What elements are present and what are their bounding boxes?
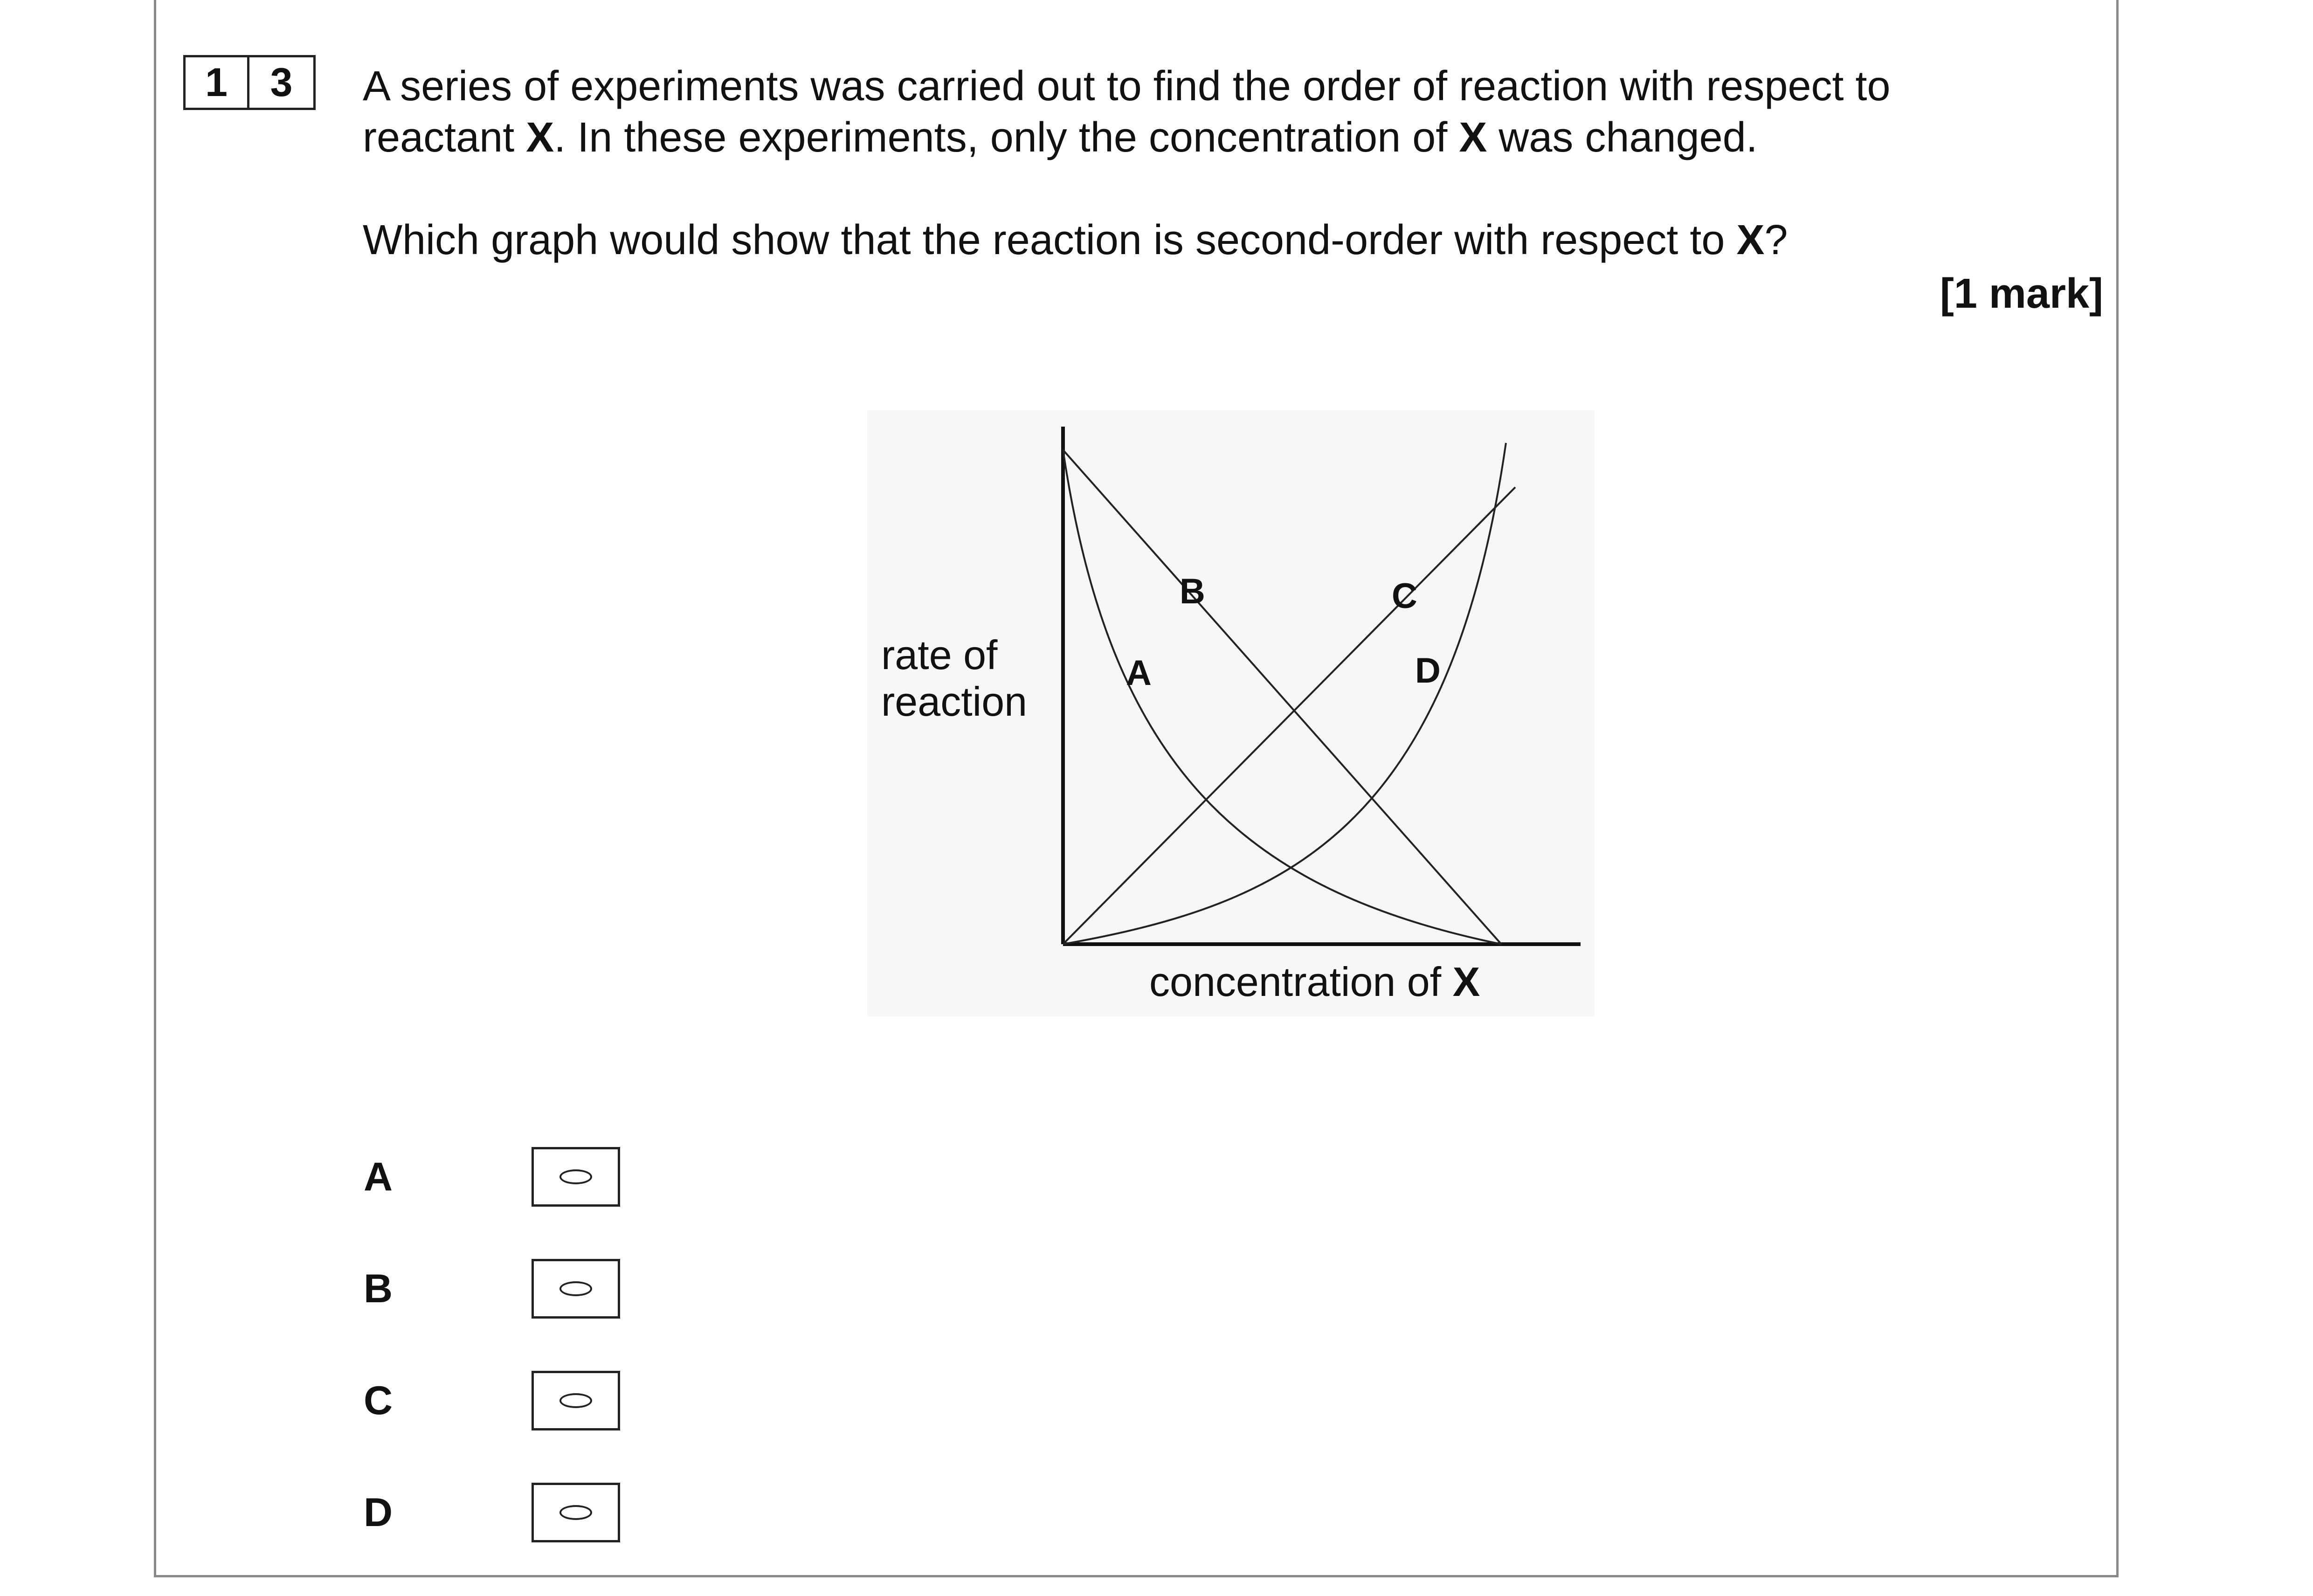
question-number-digit-1: 1 — [183, 55, 249, 110]
option-b-label: B — [364, 1266, 393, 1311]
option-c-answer-box[interactable] — [532, 1371, 620, 1430]
x-axis-label: concentration of X — [1149, 959, 1480, 1005]
option-d-answer-box[interactable] — [532, 1483, 620, 1542]
question-prompt: Which graph would show that the reaction is second-order with respect to X? — [363, 217, 1788, 263]
answer-oval-icon — [559, 1505, 592, 1520]
option-a-label: A — [364, 1154, 393, 1199]
option-a — [364, 1147, 620, 1207]
answer-oval-icon — [559, 1169, 592, 1184]
option-b-answer-box[interactable] — [532, 1259, 620, 1319]
question-text-line-1: A series of experiments was carried out to find the order of reaction with respect to — [363, 63, 1891, 110]
option-d-label: D — [364, 1490, 393, 1535]
option-d — [364, 1483, 620, 1542]
option-c — [364, 1371, 620, 1430]
curve-label-a: A — [1126, 653, 1152, 693]
answer-oval-icon — [559, 1281, 592, 1296]
question-text-line-2: reactant X. In these experiments, only the concentration of X was changed. — [363, 114, 1758, 161]
mark-allocation: [1 mark] — [1940, 270, 2103, 317]
curve-label-d: D — [1415, 651, 1441, 691]
option-c-label: C — [364, 1378, 393, 1423]
option-b — [364, 1259, 620, 1319]
question-number-digit-2: 3 — [249, 55, 316, 110]
curve-label-c: C — [1392, 576, 1417, 616]
answer-oval-icon — [559, 1393, 592, 1408]
curve-label-b: B — [1180, 572, 1205, 611]
option-a-answer-box[interactable] — [532, 1147, 620, 1207]
y-axis-label: rate of reaction — [881, 632, 1028, 725]
question-number — [183, 55, 316, 110]
